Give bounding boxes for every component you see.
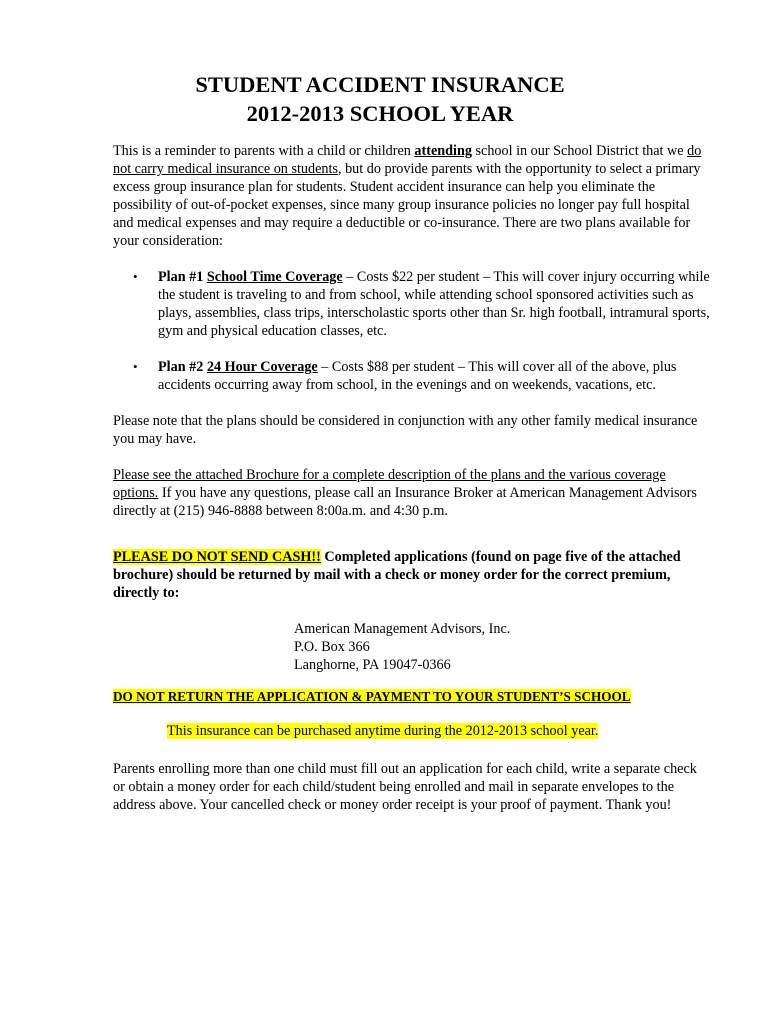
no-carry-emphasis: do not carry medical insurance on students [113, 143, 702, 177]
intro-text-1: This is a reminder to parents with a child or children [113, 143, 415, 159]
bullet-icon: • [133, 359, 138, 374]
document-title [60, 70, 710, 128]
intro-text-2: school in our School District that we [471, 143, 688, 159]
plan-name: 24 Hour Coverage [206, 359, 318, 375]
mailing-address [294, 620, 710, 674]
cash-paragraph [113, 548, 710, 602]
attending-emphasis: attending [414, 143, 472, 159]
title-line-1: STUDENT ACCIDENT INSURANCE [195, 72, 565, 97]
do-not-return-warning [113, 688, 710, 706]
address-line-1: American Management Advisors, Inc. [294, 621, 511, 637]
title-line-2: 2012-2013 SCHOOL YEAR [246, 101, 514, 126]
cash-text: Completed applications (found on page five of the attached brochure) should be returned by mail with a check or money order for the correct premium, directly to: [113, 549, 681, 601]
anytime-text: This insurance can be purchased anytime during the 2012-2013 school year. [167, 723, 599, 739]
closing-paragraph: Parents enrolling more than one child must fill out an application for each child, write a separate check or obtain a money order for each child/student being enrolled and mail in separate envelopes to the address above. Your cancelled check or money order receipt is your proof of payment. Thank you! [113, 761, 697, 813]
address-line-3: Langhorne, PA 19047-0366 [294, 657, 451, 673]
cash-warning: PLEASE DO NOT SEND CASH!! [113, 549, 321, 565]
brochure-paragraph [113, 466, 710, 520]
plan-item-2 [113, 358, 710, 394]
intro-paragraph [113, 142, 710, 250]
brochure-text: If you have any questions, please call an Insurance Broker at American Management Advisors directly at (215) 946-8888 between 8:00a.m. and 4:30 p.m. [113, 485, 697, 519]
plan-name: School Time Coverage [206, 269, 343, 285]
bullet-icon: • [133, 269, 138, 284]
plan-item-1 [113, 268, 710, 340]
plan-description: – Costs $22 per student – This will cover injury occurring while the student is traveling to and from school, while attending school sponsored activities such as plays, assemblies, class trips, interscholastic sports other than Sr. high football, intramural sports, gym and physical education classes, etc. [158, 269, 710, 339]
plan-label: Plan #1 [158, 269, 207, 285]
do-not-return-text: DO NOT RETURN THE APPLICATION & PAYMENT TO YOUR STUDENT’S SCHOOL [113, 689, 631, 704]
plan-label: Plan #2 [158, 359, 207, 375]
note-paragraph: Please note that the plans should be considered in conjunction with any other family medical insurance you may have. [113, 413, 698, 447]
brochure-link-text: Please see the attached Brochure for a complete description of the plans and the various coverage options. [113, 467, 666, 501]
plans-list [113, 268, 710, 394]
plan-description: – Costs $88 per student – This will cover all of the above, plus accidents occurring away from school, in the evenings and on weekends, vacations, etc. [158, 359, 677, 393]
address-line-2: P.O. Box 366 [294, 639, 370, 655]
intro-text-3: , but do provide parents with the opportunity to select a primary excess group insurance plan for students. Student accident insurance can help you eliminate the possibility of out-of-pocket expenses, since many group insurance policies no longer pay full hospital and medical expenses and may require a deductible or co-insurance. There are two plans available for your consideration: [113, 161, 701, 249]
anytime-notice [167, 722, 710, 740]
